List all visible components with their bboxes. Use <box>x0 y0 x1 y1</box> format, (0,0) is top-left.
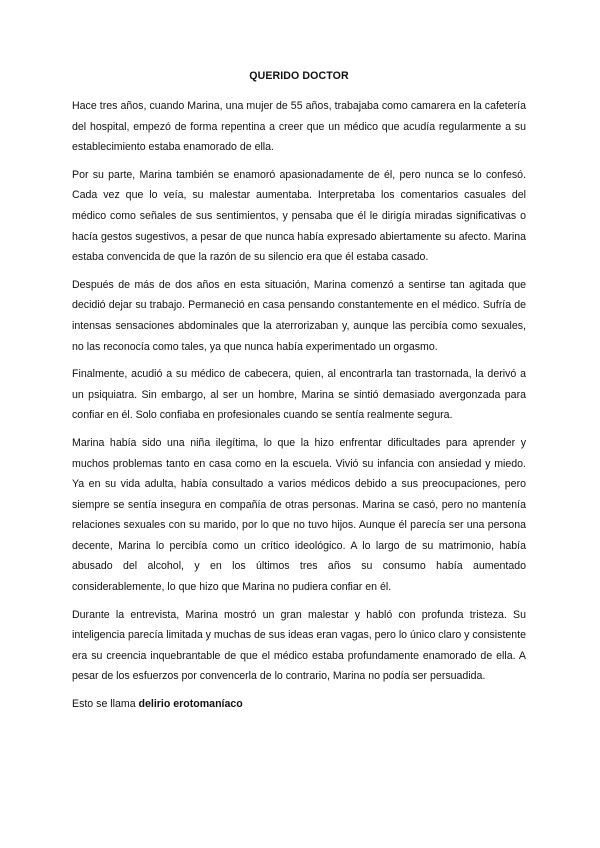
paragraph-2: Por su parte, Marina también se enamoró apasionadamente de él, pero nunca se lo confesó. Cada vez que lo veía, su malestar aumentaba. Interpretaba los comentarios casuales del médico como señales de sus sentimientos, y pensaba que él le dirigía miradas significativas o hacía gestos sugestivos, a pesar de que nunca había expresado abiertamente su afecto. Marina estaba convencida de que la razón de su silencio era que él estaba casado. <box>72 168 526 264</box>
paragraph-3: Después de más de dos años en esta situación, Marina comenzó a sentirse tan agitada que decidió dejar su trabajo. Permaneció en casa pensando constantemente en el médico. Sufría de intensas sensaciones abdominales que la aterrorizaban y, aunque las percibía como sexuales, no las reconocía como tales, ya que nunca había experimentado un orgasmo. <box>72 278 526 353</box>
paragraph-6: Durante la entrevista, Marina mostró un gran malestar y habló con profunda tristeza. Su inteligencia parecía limitada y muchas de sus ideas eran vagas, pero lo único claro y consistente era su creencia inquebrantable de que el médico estaba profundamente enamorado de ella. A pesar de los esfuerzos por convencerla de lo contrario, Marina no podía ser persuadida. <box>72 608 527 683</box>
document-page <box>72 70 526 715</box>
closing-prefix: Esto se llama <box>72 698 139 711</box>
closing-line <box>72 694 526 715</box>
closing-term: delirio erotomaníaco <box>138 698 243 711</box>
document-title: QUERIDO DOCTOR <box>249 70 349 82</box>
paragraph-1: Hace tres años, cuando Marina, una mujer de 55 años, trabajaba como camarera en la cafetería del hospital, empezó de forma repentina a creer que un médico que acudía regularmente a su establecimiento estaba enamorado de ella. <box>72 100 526 154</box>
paragraph-4: Finalmente, acudió a su médico de cabecera, quien, al encontrarla tan trastornada, la derivó a un psiquiatra. Sin embargo, al ser un hombre, Marina se sintió demasiado avergonzada para confiar en él. Solo confiaba en profesionales cuando se sentía realmente segura. <box>72 368 526 422</box>
paragraph-5: Marina había sido una niña ilegítima, lo que la hizo enfrentar dificultades para aprender y muchos problemas tanto en casa como en la escuela. Vivió su infancia con ansiedad y miedo. Ya en su vida adulta, había consultado a varios médicos debido a sus preocupaciones, pero siempre se sentía insegura en compañía de otras personas. Marina se casó, pero no mantenía relaciones sexuales con su marido, por lo que no tuvo hijos. Aunque él parecía ser una persona decente, Marina lo percibía como un crítico ideológico. A lo largo de su matrimonio, había abusado del alcohol, y en los últimos tres años su consumo había aumentado considerablemente, lo que hizo que Marina no pudiera confiar en él. <box>72 436 526 594</box>
